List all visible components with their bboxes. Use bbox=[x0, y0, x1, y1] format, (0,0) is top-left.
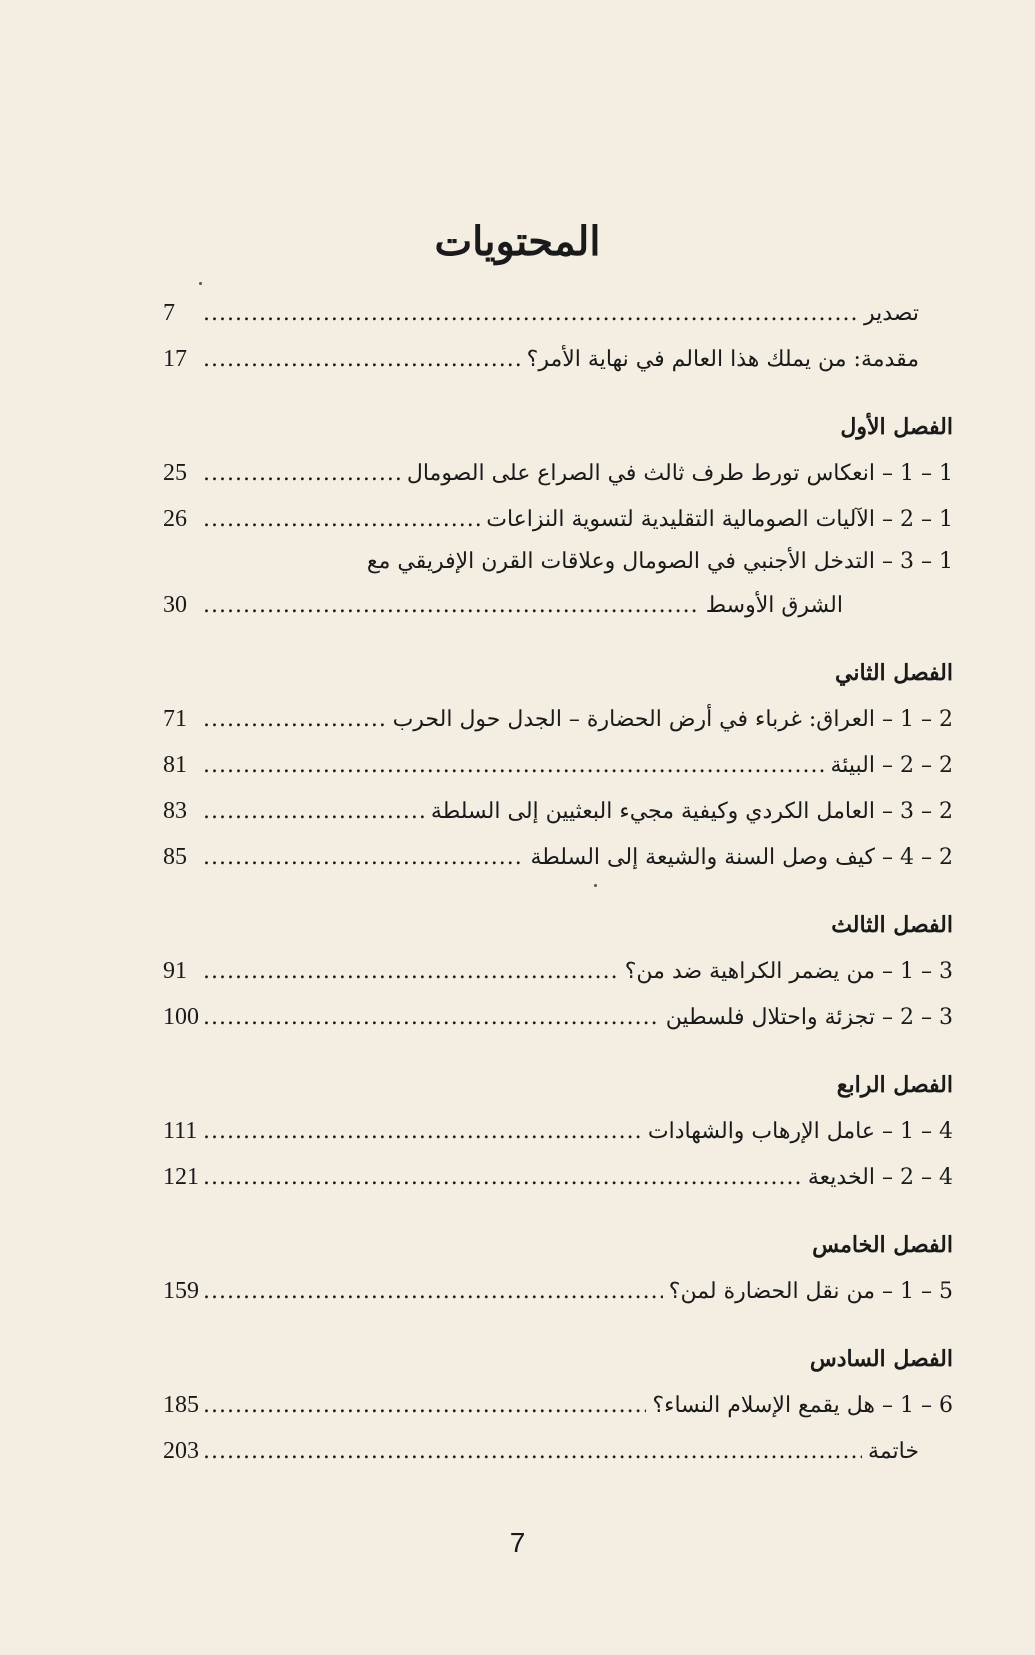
leader-dots bbox=[203, 949, 619, 995]
toc-page-number: 159 bbox=[163, 1278, 199, 1304]
leader-dots bbox=[203, 835, 524, 881]
leader-dots bbox=[203, 1109, 642, 1155]
toc-entry[interactable]: 2 – 4 – كيف وصل السنة والشيعة إلى السلطة ..... 85 bbox=[163, 834, 953, 880]
toc-entry-text: تصدير bbox=[863, 301, 919, 326]
toc-page-number: 25 bbox=[163, 460, 187, 486]
toc-page-number: 100 bbox=[163, 1004, 199, 1030]
section-number: 5 – 1 bbox=[900, 1279, 953, 1304]
leader-dots bbox=[203, 743, 824, 789]
chapter-heading: الفصل الخامس bbox=[812, 1232, 953, 1258]
section-number: 6 – 1 bbox=[900, 1393, 953, 1418]
leader-dots bbox=[203, 291, 858, 337]
leader-dots bbox=[203, 1383, 646, 1429]
toc-entry-preface[interactable] bbox=[163, 290, 953, 336]
leader-dots bbox=[203, 789, 425, 835]
toc-entry-text: الآليات الصومالية التقليدية لتسوية النزاعات bbox=[486, 507, 875, 532]
toc-entry-text: العامل الكردي وكيفية مجيء البعثيين إلى السلطة bbox=[430, 799, 875, 824]
toc-page-number: 83 bbox=[163, 798, 187, 824]
toc-page-number: 185 bbox=[163, 1392, 199, 1418]
toc-entry-long-line2[interactable] bbox=[163, 582, 953, 628]
section-number: 2 – 3 bbox=[900, 799, 953, 824]
toc-entry-text: تجزئة واحتلال فلسطين bbox=[665, 1005, 875, 1030]
section-number: 1 – 2 bbox=[900, 507, 953, 532]
page-folio: 7 bbox=[509, 1527, 526, 1558]
leader-dots bbox=[203, 995, 660, 1041]
paper-speck bbox=[199, 282, 202, 285]
toc-entry[interactable]: 2 – 3 – العامل الكردي وكيفية مجيء البعثيين إلى السلطة ..... 83 bbox=[163, 788, 953, 834]
toc-entry[interactable]: 3 – 2 – تجزئة واحتلال فلسطين ..... 100 bbox=[163, 994, 953, 1040]
toc-entry[interactable]: 2 – 2 – البيئة ..... 81 bbox=[163, 742, 953, 788]
chapter-heading: الفصل الرابع bbox=[836, 1072, 953, 1098]
toc-page-number: 203 bbox=[163, 1438, 199, 1464]
chapter-heading: الفصل الأول bbox=[840, 414, 953, 440]
toc-entry-text: البيئة bbox=[830, 753, 875, 778]
chapter-heading: الفصل السادس bbox=[809, 1346, 953, 1372]
toc-entry[interactable]: 2 – 1 – العراق: غرباء في أرض الحضارة – الجدل حول الحرب ..... 71 bbox=[163, 696, 953, 742]
leader-dots bbox=[203, 1155, 802, 1201]
toc-page-number: 91 bbox=[163, 958, 187, 984]
toc-page-number: 7 bbox=[163, 300, 175, 326]
leader-dots bbox=[203, 337, 521, 383]
paper-speck bbox=[594, 884, 597, 887]
toc-entry[interactable]: 5 – 1 – من نقل الحضارة لمن؟ ..... 159 bbox=[163, 1268, 953, 1314]
toc-entry[interactable]: 1 – 2 – الآليات الصومالية التقليدية لتسوية النزاعات ..... 26 bbox=[163, 496, 953, 542]
table-of-contents bbox=[163, 290, 953, 1474]
toc-entry-text: التدخل الأجنبي في الصومال وعلاقات القرن الإفريقي مع bbox=[366, 549, 875, 574]
toc-page-number: 111 bbox=[163, 1118, 198, 1144]
toc-page-number: 71 bbox=[163, 706, 187, 732]
section-number: 3 – 1 bbox=[900, 959, 953, 984]
section-number: 2 – 2 bbox=[900, 753, 953, 778]
section-number: 4 – 2 bbox=[900, 1165, 953, 1190]
toc-entry[interactable]: 4 – 2 – الخديعة ..... 121 bbox=[163, 1154, 953, 1200]
toc-entry-text: الشرق الأوسط bbox=[705, 593, 843, 618]
toc-entry-text: عامل الإرهاب والشهادات bbox=[647, 1119, 875, 1144]
toc-entry-text: العراق: غرباء في أرض الحضارة – الجدل حول الحرب bbox=[392, 707, 875, 732]
toc-entry-text: من يضمر الكراهية ضد من؟ bbox=[624, 959, 875, 984]
chapter-heading: الفصل الثالث bbox=[831, 912, 953, 938]
leader-dots bbox=[203, 1269, 663, 1315]
toc-page-number: 85 bbox=[163, 844, 187, 870]
toc-entry[interactable]: 3 – 1 – من يضمر الكراهية ضد من؟ ..... 91 bbox=[163, 948, 953, 994]
toc-entry-text: مقدمة: من يملك هذا العالم في نهاية الأمر؟ bbox=[526, 347, 919, 372]
toc-entry-text: كيف وصل السنة والشيعة إلى السلطة bbox=[530, 845, 875, 870]
toc-entry-long-line1[interactable]: 1 – 3 – التدخل الأجنبي في الصومال وعلاقات القرن الإفريقي مع bbox=[366, 549, 953, 574]
leader-dots bbox=[203, 451, 401, 497]
toc-entry[interactable]: 4 – 1 – عامل الإرهاب والشهادات ..... 111 bbox=[163, 1108, 953, 1154]
section-number: 3 – 2 bbox=[900, 1005, 953, 1030]
section-number: 1 – 3 bbox=[900, 549, 953, 574]
toc-entry-conclusion[interactable] bbox=[163, 1428, 953, 1474]
leader-dots bbox=[203, 697, 387, 743]
chapter-heading: الفصل الثاني bbox=[835, 660, 953, 686]
toc-page-number: 121 bbox=[163, 1164, 199, 1190]
toc-entry-text: هل يقمع الإسلام النساء؟ bbox=[652, 1393, 875, 1418]
toc-entry[interactable]: 1 – 1 – انعكاس تورط طرف ثالث في الصراع على الصومال ..... 25 bbox=[163, 450, 953, 496]
section-number: 4 – 1 bbox=[900, 1119, 953, 1144]
section-number: 2 – 4 bbox=[900, 845, 953, 870]
page-title: المحتويات bbox=[434, 218, 601, 265]
toc-entry-text: من نقل الحضارة لمن؟ bbox=[668, 1279, 875, 1304]
leader-dots bbox=[203, 497, 480, 543]
leader-dots bbox=[203, 583, 700, 629]
toc-entry-text: انعكاس تورط طرف ثالث في الصراع على الصومال bbox=[406, 461, 875, 486]
toc-page-number: 26 bbox=[163, 506, 187, 532]
section-number: 1 – 1 bbox=[900, 461, 953, 486]
toc-entry-text: الخديعة bbox=[807, 1165, 875, 1190]
toc-entry[interactable]: 6 – 1 – هل يقمع الإسلام النساء؟ ..... 185 bbox=[163, 1382, 953, 1428]
toc-entry-text: خاتمة bbox=[868, 1439, 919, 1464]
leader-dots bbox=[203, 1429, 862, 1475]
toc-page-number: 81 bbox=[163, 752, 187, 778]
toc-entry-introduction[interactable] bbox=[163, 336, 953, 382]
toc-page-number: 30 bbox=[163, 592, 187, 618]
toc-page-number: 17 bbox=[163, 346, 187, 372]
section-number: 2 – 1 bbox=[900, 707, 953, 732]
